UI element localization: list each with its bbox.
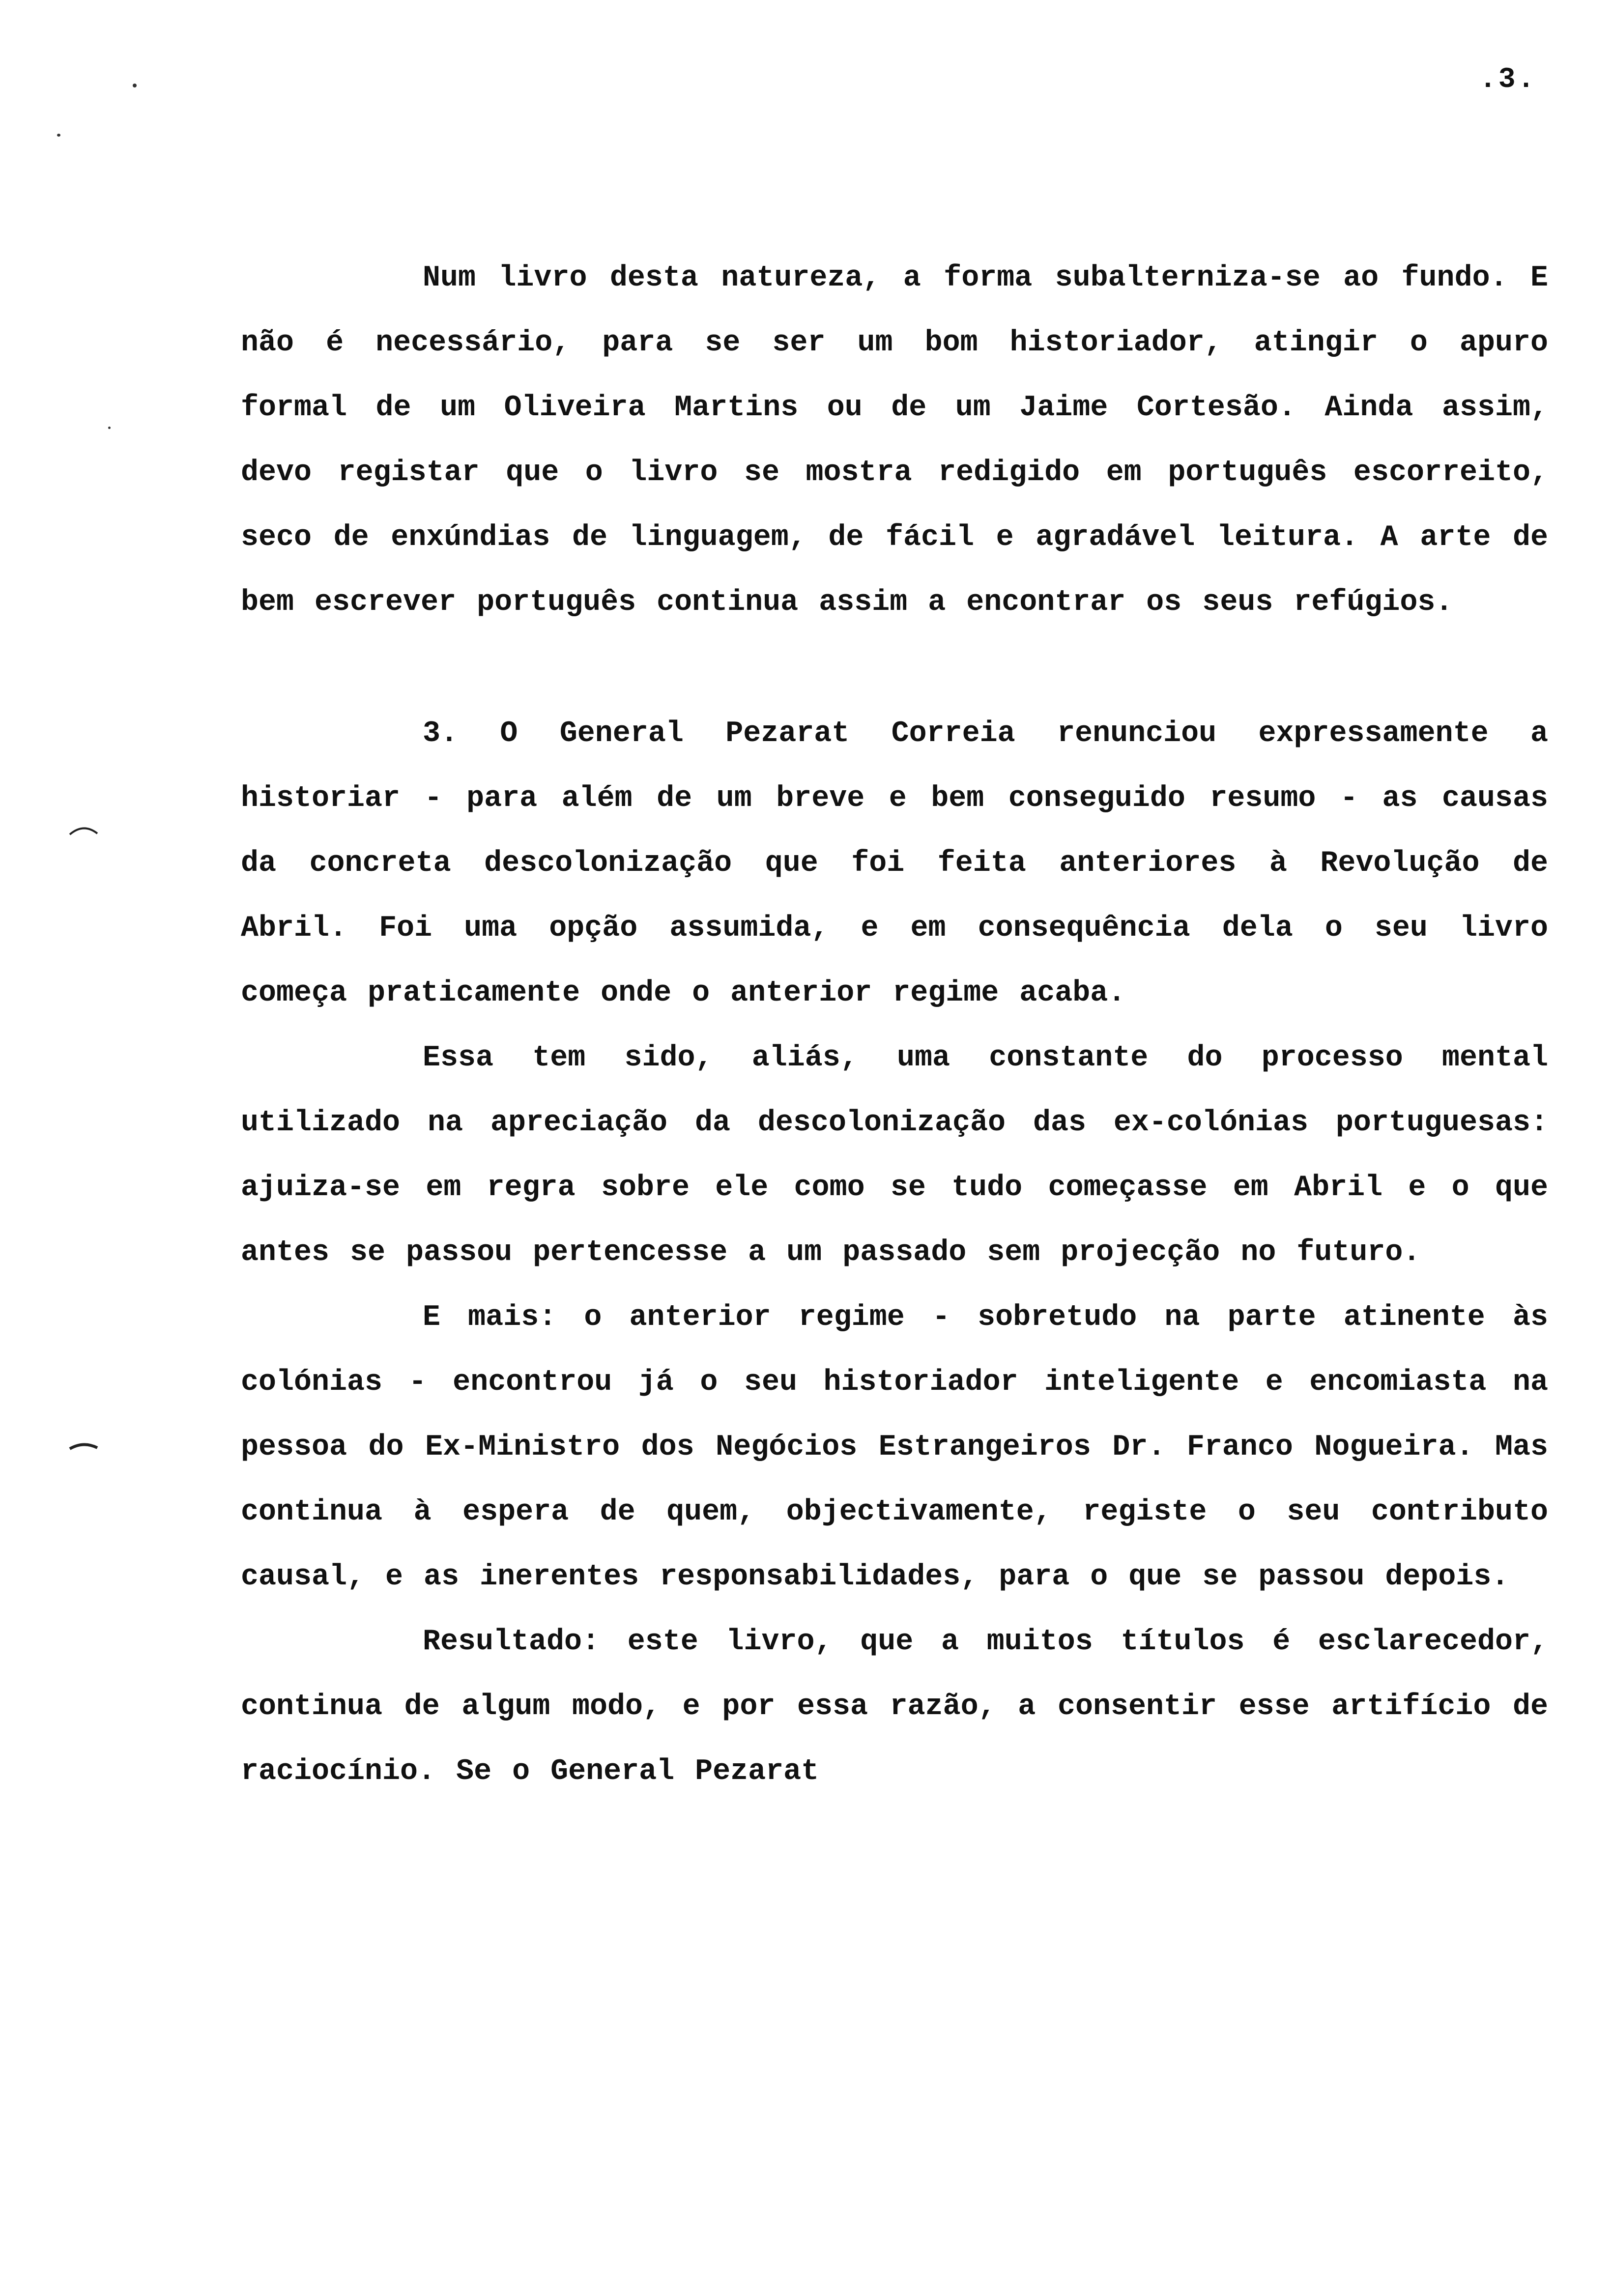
document-body [241,246,1548,1804]
scan-speck [108,427,111,429]
margin-hole-mark [69,1440,98,1451]
scan-speck [133,84,137,87]
scan-speck [57,134,60,137]
margin-hole-mark [69,826,98,836]
page-number: .3. [1479,64,1537,96]
paragraph: Num livro desta natureza, a forma subalterniza-se ao fundo. E não é necessário, para se ser um bom historiador, atingir o apuro formal de um Oliveira Martins ou de um Jaime Cortesão. Ainda assim, devo registar que o livro se mostra redigido em português escorreito, seco de enxúndias de linguagem, de fácil e agradável leitura. A arte de bem escrever português continua assim a encontrar os seus refúgios. [241,261,1548,619]
paragraph: E mais: o anterior regime - sobretudo na parte atinente às colónias - encontrou já o seu historiador inteligente e encomiasta na pessoa do Ex-Ministro dos Negócios Estrangeiros Dr. Franco Nogueira. Mas continua à espera de quem, objectivamente, registe o seu contributo causal, e as inerentes responsabilidades, para o que se passou depois. [241,1301,1548,1594]
paragraph: Essa tem sido, aliás, uma constante do processo mental utilizado na apreciação da descolonização das ex-colónias portuguesas: ajuiza-se em regra sobre ele como se tudo começasse em Abril e o que antes se passou pertencesse a um passado sem projecção no futuro. [241,1041,1548,1269]
paragraph: 3. O General Pezarat Correia renunciou expressamente a historiar - para além de um breve e bem conseguido resumo - as causas da concreta descolonização que foi feita anteriores à Revolução de Abril. Foi uma opção assumida, e em consequência dela o seu livro começa praticamente onde o anterior regime acaba. [241,717,1548,1010]
paragraph: Resultado: este livro, que a muitos títulos é esclarecedor, continua de algum modo, e por essa razão, a consentir esse artifício de raciocínio. Se o General Pezarat [241,1625,1548,1788]
